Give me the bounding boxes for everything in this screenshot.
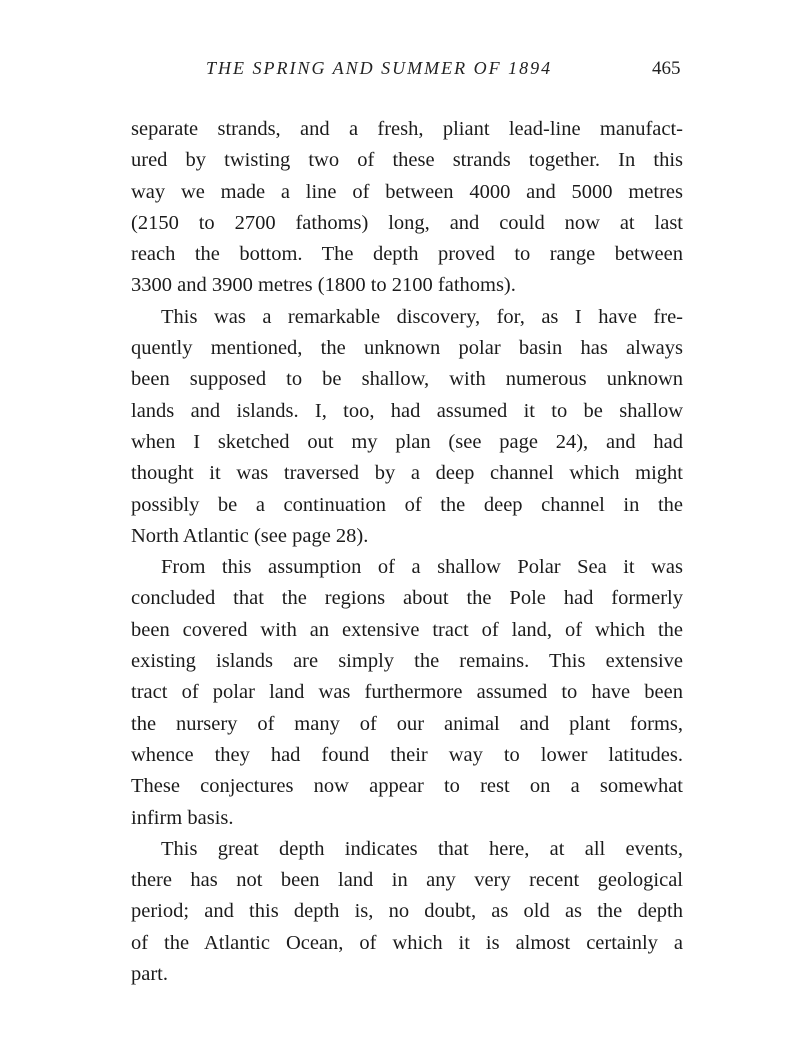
- text-line: thought it was traversed by a deep channel which might: [131, 462, 683, 485]
- paragraph-depth: [131, 834, 683, 990]
- text-line: there has not been land in any very recent geological: [131, 869, 683, 892]
- text-line: lands and islands. I, too, had assumed it to be shallow: [131, 399, 683, 422]
- text-line: of the Atlantic Ocean, of which it is almost certainly a: [131, 931, 683, 954]
- text-line: been covered with an extensive tract of land, of which the: [131, 618, 683, 641]
- text-line: North Atlantic (see page 28).: [131, 524, 369, 547]
- text-line: From this assumption of a shallow Polar Sea it was: [161, 556, 683, 579]
- text-line: ured by twisting two of these strands together. In this: [131, 149, 683, 172]
- paragraph-assumption: [131, 552, 683, 834]
- text-line: tract of polar land was furthermore assumed to have been: [131, 681, 683, 704]
- body-text: [131, 114, 683, 990]
- text-line: This great depth indicates that here, at all events,: [161, 837, 683, 860]
- text-line: reach the bottom. The depth proved to range between: [131, 243, 683, 266]
- text-line: existing islands are simply the remains. This extensive: [131, 650, 683, 673]
- text-line: infirm basis.: [131, 806, 234, 829]
- text-line: when I sketched out my plan (see page 24), and had: [131, 430, 683, 453]
- page-number: 465: [652, 58, 681, 79]
- text-line: been supposed to be shallow, with numerous unknown: [131, 368, 683, 391]
- text-line: possibly be a continuation of the deep channel in the: [131, 493, 683, 516]
- text-line: concluded that the regions about the Pole had formerly: [131, 587, 683, 610]
- text-line: This was a remarkable discovery, for, as I have fre-: [161, 305, 683, 328]
- paragraph-continued: [131, 114, 683, 302]
- text-line: These conjectures now appear to rest on a somewhat: [131, 775, 683, 798]
- text-line: whence they had found their way to lower latitudes.: [131, 743, 683, 766]
- running-head: [0, 58, 800, 88]
- text-line: (2150 to 2700 fathoms) long, and could now at last: [131, 211, 683, 234]
- text-line: separate strands, and a fresh, pliant lead-line manufact-: [131, 118, 683, 140]
- text-line: way we made a line of between 4000 and 5000 metres: [131, 180, 683, 203]
- text-line: quently mentioned, the unknown polar basin has always: [131, 337, 683, 360]
- text-line: 3300 and 3900 metres (1800 to 2100 fathoms).: [131, 274, 516, 297]
- text-line: the nursery of many of our animal and plant forms,: [131, 712, 683, 735]
- text-line: period; and this depth is, no doubt, as old as the depth: [131, 900, 683, 923]
- text-line: part.: [131, 963, 168, 986]
- paragraph-discovery: [131, 302, 683, 552]
- running-title: THE SPRING AND SUMMER OF 1894: [206, 58, 553, 78]
